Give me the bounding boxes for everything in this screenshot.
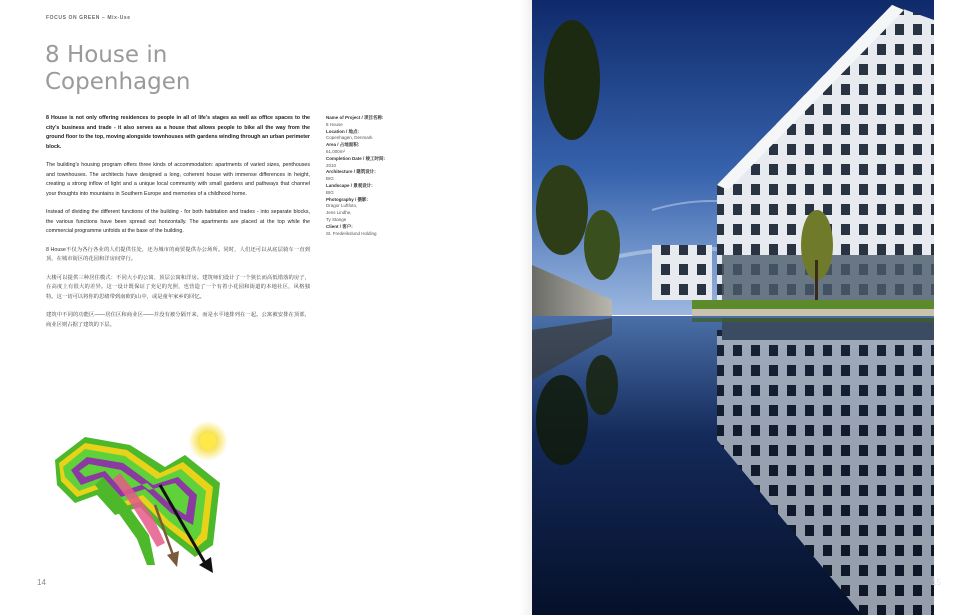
chinese-paragraph: 8 House不仅为各行各业的人们提供住处，还为城市的商贸提供办公场所。同时，人们还可以从底层骑车一直到顶，在城市街区的花园和洋房间穿行。 bbox=[46, 246, 310, 262]
body-paragraph: The building's housing program offers three kinds of accommodation: apartments of varied sizes, penthouses and townhouses. The architects have designed a long, coherent house with immense differences in height, creating a strong inflow of light and a unique local community with small gardens and pathways that channel your thoughts into mountains in Southern Europe and memories of a childhood home. bbox=[46, 162, 310, 197]
architecture-photo bbox=[532, 0, 934, 615]
info-landscape bbox=[326, 183, 416, 197]
project-info-sidebar bbox=[326, 115, 416, 237]
info-completion bbox=[326, 156, 416, 170]
gutter-shadow bbox=[520, 0, 532, 615]
info-client bbox=[326, 224, 416, 238]
info-label: Completion Date / 竣工时间: bbox=[326, 155, 386, 161]
page-title bbox=[45, 42, 190, 96]
8-house-photo-image bbox=[532, 0, 934, 615]
info-label: Name of Project / 项目名称: bbox=[326, 115, 384, 120]
info-value: BIG bbox=[326, 176, 334, 182]
article-body bbox=[46, 114, 310, 339]
info-label: Architecture / 建筑设计: bbox=[326, 169, 376, 175]
info-value: 8 House bbox=[326, 121, 343, 127]
info-value: Copenhagen, Denmark bbox=[326, 135, 373, 141]
grass-bank bbox=[692, 300, 934, 310]
info-value: 61,000m² bbox=[326, 148, 346, 154]
building-diagram-illustration bbox=[45, 415, 235, 580]
page-number-left: 14 bbox=[37, 578, 46, 587]
chinese-paragraph: 大楼可以提供三种居住模式：不同大小的公寓、顶层公寓和洋房。建筑师们设计了一个狭长而高低错落的房子，在高度上有很大的差异。这一设计既保证了充足的光照，也营造了一个有着小花园和街道的本地社区，风格独特。这一切可以将你的思绪带到南欧的山中，或是童年家乡的回忆。 bbox=[46, 274, 310, 300]
info-label: Photography / 摄影: bbox=[326, 196, 368, 202]
info-label: Client / 客户: bbox=[326, 223, 353, 229]
info-value: St. Frederikslund Holding bbox=[326, 230, 377, 236]
info-label: Area / 占地面积: bbox=[326, 142, 360, 148]
body-paragraph: Instead of dividing the different functions of the building - for both habitation and trades - into separate blocks, the various functions have been spread out horizontally. The apartments are placed at the top while the commercial programme unfolds at the base of the building. bbox=[46, 209, 310, 234]
info-label: Landscape / 景观设计: bbox=[326, 182, 373, 188]
page-number-right: 15 bbox=[932, 578, 941, 587]
info-value: BIG bbox=[326, 189, 334, 195]
title-line-1: 8 House in bbox=[45, 42, 168, 68]
info-area bbox=[326, 142, 416, 156]
title-line-2: Copenhagen bbox=[45, 69, 191, 95]
info-value: Dragor Luftfoto, bbox=[326, 203, 358, 209]
info-value: Jens Lindhe, bbox=[326, 210, 352, 216]
right-page-margin bbox=[934, 0, 975, 615]
info-value: Ty Stange bbox=[326, 216, 347, 222]
info-label: Location / 地点: bbox=[326, 128, 359, 134]
chinese-paragraph: 建筑中不同的功能区——居住区和商业区——并没有被分隔开来，而是水平地排列在一起。公寓被安排在顶部，商业区则占据了建筑的下层。 bbox=[46, 312, 310, 328]
info-name bbox=[326, 115, 416, 129]
info-photography bbox=[326, 197, 416, 224]
info-location bbox=[326, 129, 416, 143]
section-header: FOCUS ON GREEN – Mix-Use bbox=[46, 15, 131, 21]
info-architecture bbox=[326, 169, 416, 183]
intro-paragraph: 8 House is not only offering residences to people in all of life's stages as well as office spaces to the city's business and trade - it also serves as a house that allows people to bike all the way from the ground floor to the top, moving alongside townhouses with gardens winding through an urban perimeter block. bbox=[46, 115, 310, 150]
info-value: 2010 bbox=[326, 162, 337, 168]
